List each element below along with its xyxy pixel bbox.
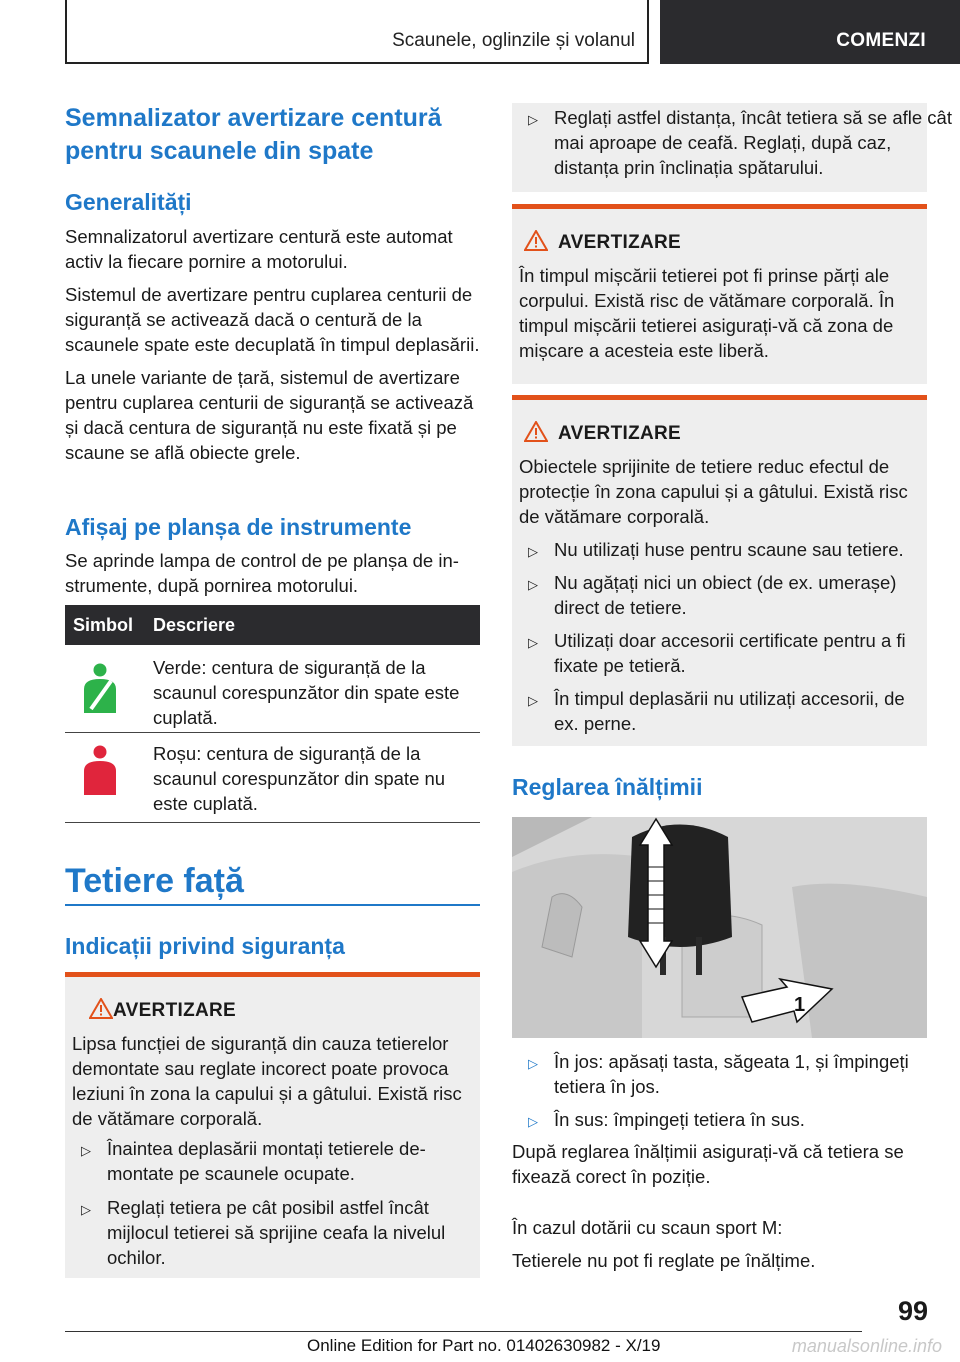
paragraph: Sistemul de avertizare pentru cuplarea centurii de siguranță se activează dacă o centură de la scaunele spate este decuplată în timpul deplasării.: [65, 284, 480, 355]
bullet-triangle-icon: ▷: [528, 635, 538, 650]
column-header-description: Descriere: [153, 615, 236, 635]
warning-triangle-icon: [524, 421, 548, 442]
warning-box: [65, 972, 480, 1278]
row-description: Roșu: centura de siguranță de la scaunul corespunzător din spate nu este cuplată.: [153, 743, 446, 814]
bullet-triangle-icon: ▷: [528, 544, 538, 559]
bullet-triangle-icon: ▷: [528, 1114, 538, 1129]
warning-box: [512, 204, 927, 384]
warning-triangle-icon: [524, 230, 548, 251]
paragraph: La unele variante de țară, sistemul de avertizare pentru cuplarea centurii de siguranță se activează și dacă centura de siguranță nu este fixată și pe scaune se află obiecte grele.: [65, 367, 474, 463]
heading-height-adjust: Reglarea înălțimii: [512, 774, 703, 800]
warning-box: [512, 395, 927, 746]
list-item: ▷ Utilizați doar accesorii certificate pentru a fi fixate pe tetieră.: [528, 630, 906, 676]
list-item: ▷ În jos: apăsați tasta, săgeata 1, și împingeți tetiera în jos.: [528, 1051, 909, 1097]
warning-bullets: [512, 537, 920, 736]
row-description: Verde: centura de siguranță de la scaunul corespunzător din spate este cuplată.: [153, 657, 460, 728]
footer-edition: Online Edition for Part no. 01402630982 - X/19: [307, 1336, 661, 1355]
list-item: ▷ Nu agățați nici un obiect (de ex. umerașe) direct de tetiere.: [528, 572, 897, 618]
headrest-illustration: [512, 817, 927, 1038]
list-item: ▷ În timpul deplasării nu utilizați accesorii, de ex. perne.: [528, 688, 905, 734]
heading-safety: Indicații privind siguranța: [65, 933, 345, 959]
heading-front-headrests: Tetiere față: [65, 862, 244, 900]
list-item: ▷ Nu utilizați huse pentru scaune sau tetiere.: [512, 537, 920, 562]
table-row: [65, 645, 480, 733]
footer-rule: [65, 1331, 862, 1332]
heading-rule: [65, 904, 480, 906]
header-frame: [65, 0, 649, 64]
paragraph: După reglarea înălțimii asigurați-vă că tetiera se fixează corect în poziție.: [512, 1141, 904, 1187]
heading-seatbelt-warning: Semnalizator avertizare centură pentru scaunele din spate: [65, 104, 442, 165]
chapter-tab[interactable]: [660, 0, 960, 64]
table-row: [65, 733, 480, 823]
warning-triangle-icon: [89, 998, 113, 1019]
list-item: ▷ În sus: împingeți tetiera în sus.: [512, 1107, 927, 1132]
warning-title: AVERTIZARE: [558, 232, 681, 253]
chapter-tab-label: COMENZI: [836, 30, 926, 51]
warning-bar: [65, 972, 480, 977]
seatbelt-fastened-green-icon: [81, 663, 119, 715]
bullet-triangle-icon: ▷: [81, 1202, 91, 1217]
bullet-triangle-icon: ▷: [528, 577, 538, 592]
general-body: [65, 224, 480, 465]
paragraph: Tetierele nu pot fi reglate pe înălțime.: [512, 1250, 816, 1271]
warning-title: AVERTIZARE: [113, 1000, 236, 1021]
warning-bar: [512, 395, 927, 400]
heading-display: Afișaj pe planșa de instrumente: [65, 514, 412, 540]
image-callout-label: 1: [794, 994, 806, 1016]
bullet-triangle-icon: ▷: [81, 1143, 91, 1158]
warning-text: Lipsa funcției de siguranță din cauza tetierelor demontate sau reglate incorect poate provoca leziuni în zona la capului și a gâtului. Există risc de vătămare corporală.: [72, 1033, 462, 1129]
display-paragraph: Se aprinde lampa de control de pe planșa de instrumente, după pornirea motorului.: [65, 550, 459, 596]
heading-general: Generalități: [65, 189, 192, 215]
column-header-symbol: Simbol: [73, 615, 134, 635]
bullet-triangle-icon: ▷: [528, 693, 538, 708]
warning-text: Obiectele sprijinite de tetiere reduc efectul de protecție în zona capului și a gâtului. Există risc de vătămare corporală.: [519, 456, 908, 527]
warning-title: AVERTIZARE: [558, 423, 681, 444]
table-header: [65, 605, 480, 645]
height-bullets: [512, 1049, 927, 1132]
paragraph: Semnalizatorul avertizare centură este automat activ la fiecare pornire a motorului.: [65, 226, 453, 272]
list-item: ▷ Reglați astfel distanța, încât tetiera să se afle cât mai aproape de ceafă. Reglați, după caz, distanța prin înclinația spătarului.: [528, 107, 952, 178]
watermark: manualsonline.info: [791, 1336, 942, 1356]
warning-text: În timpul mișcării tetierei pot fi prinse părți ale corpului. Există risc de vătămare corporală. În timpul mișcării tetierei asigurați-vă că zona de mișcare a acesteia este liberă.: [519, 265, 895, 361]
bullet-triangle-icon: ▷: [528, 112, 538, 127]
section-title: Scaunele, oglinzile și volanul: [392, 30, 635, 51]
list-item: ▷ Înaintea deplasării montați tetierele demontate pe scaunele ocupate.: [81, 1138, 426, 1184]
list-item: ▷ Reglați tetiera pe cât posibil astfel încât mijlocul tetierei să sprijine ceafa la nivelul ochilor.: [81, 1197, 446, 1268]
page-number: 99: [897, 1296, 928, 1326]
bullet-triangle-icon: ▷: [528, 1056, 538, 1071]
seatbelt-unfastened-red-icon: [81, 745, 119, 797]
warning-bar: [512, 204, 927, 209]
symbol-table: [65, 605, 480, 823]
paragraph: În cazul dotării cu scaun sport M:: [512, 1217, 783, 1238]
warning-bullets: [65, 1136, 473, 1270]
warning-box-continued: [512, 103, 952, 192]
